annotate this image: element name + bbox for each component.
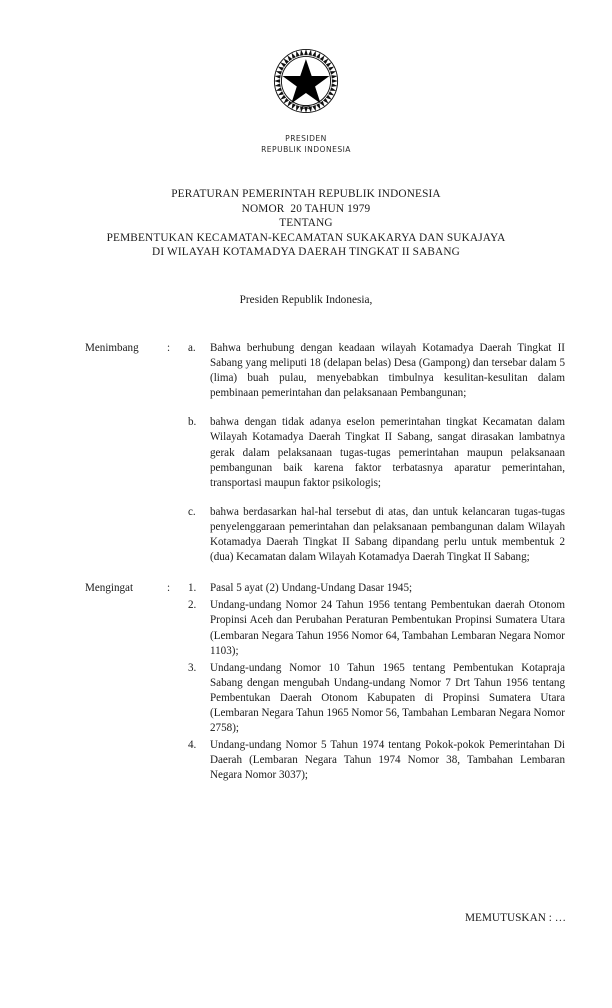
clause-row — [85, 598, 565, 658]
clause-text: Undang-undang Nomor 24 Tahun 1956 tentang Pembentukan daerah Otonom Propinsi Aceh dan Perubahan Peraturan Pembentukan Propinsi Sumatera Utara (Lembaran Negara Tahun 1956 Nomor 64, Tambahan Lembaran Negara Nomor 1103); — [210, 599, 565, 657]
emblem-block — [0, 42, 612, 155]
emblem-caption-line-2: REPUBLIK INDONESIA — [261, 144, 351, 154]
clause-row — [85, 505, 565, 565]
opening-line: Presiden Republik Indonesia, — [239, 294, 373, 306]
section-colon: : — [167, 582, 171, 595]
clause-marker: 2. — [188, 599, 197, 612]
clause-marker: 4. — [188, 739, 197, 752]
clause-text: Undang-undang Nomor 5 Tahun 1974 tentang Pokok-pokok Pemerintahan Di Daerah (Lembaran Negara Tahun 1974 Nomor 38, Tambahan Lembaran Negara Nomor 3037); — [210, 739, 565, 782]
clause-text: Bahwa berhubung dengan keadaan wilayah Kotamadya Daerah Tingkat II Sabang yang meliputi 18 (delapan belas) Desa (Gampong) dan tersebar dalam 5 (lima) buah pulau, menyebabkan timbulnya kesulitan-kesulitan dalam pembinaan pemerintahan dan pelaksanaan Pembangunan; — [210, 342, 565, 400]
section-label-mengingat: Mengingat — [85, 582, 134, 595]
title-line-tentang: TENTANG — [279, 217, 333, 230]
section-colon: : — [167, 342, 171, 354]
clause-text: bahwa berdasarkan hal-hal tersebut di atas, dan untuk kelancaran tugas-tugas penyelenggaraan pemerintahan dan pelaksanaan pembangunan dalam Wilayah Kotamadya Daerah Tingkat II Sabang dipandang perlu untuk membentuk 2 (dua) Kecamatan dalam Wilayah Kotamadya Daerah Tingkat II Sabang; — [210, 505, 565, 564]
clause-row — [85, 738, 565, 783]
section-menimbang — [85, 341, 565, 565]
section-mengingat — [85, 581, 565, 783]
emblem-caption — [0, 134, 612, 155]
emblem-caption-line-1: PRESIDEN — [285, 134, 327, 143]
clause-text: Undang-undang Nomor 10 Tahun 1965 tentang Pembentukan Kotapraja Sabang dengan mengubah Undang-undang Nomor 7 Drt Tahun 1956 tentang Pembentukan Daerah Otonom Kabupaten di Propinsi Sumatera Utara (Lembaran Negara Tahun 1965 Nomor 56, Tambahan Lembaran Negara Nomor 2758); — [210, 661, 565, 735]
section-label-menimbang: Menimbang — [85, 342, 139, 354]
footer-memutuskan: MEMUTUSKAN : … — [464, 912, 566, 924]
clause-marker: c. — [188, 505, 196, 518]
clause-row — [85, 661, 565, 736]
clause-text: bahwa dengan tidak adanya eselon pemerintahan tingkat Kecamatan dalam Wilayah Kotamadya Daerah Tingkat II Sabang, sangat dirasakan lambatnya gerak dalam pelaksanaan tugas-tugas pemerintahan maupun pelaksanaan pembangunan baik karena faktor terbatasnya aparatur pemerintahan, transportasi maupun faktor psikologis; — [210, 416, 565, 489]
document-title — [46, 187, 566, 260]
title-line-number: NOMOR 20 TAHUN 1979 — [241, 202, 371, 215]
clause-marker: 3. — [188, 661, 197, 674]
title-line-subject-1: PEMBENTUKAN KECAMATAN-KECAMATAN SUKAKARYA DAN SUKAJAYA — [106, 231, 506, 244]
clause-text: Pasal 5 ayat (2) Undang-Undang Dasar 1945; — [210, 582, 413, 595]
clauses-container — [85, 341, 565, 783]
presidential-seal-icon — [267, 42, 345, 120]
clause-marker: 1. — [188, 582, 197, 595]
clause-row — [85, 581, 565, 596]
title-line-regulation: PERATURAN PEMERINTAH REPUBLIK INDONESIA — [171, 188, 441, 200]
clause-row — [85, 341, 565, 401]
clause-marker: a. — [188, 342, 196, 354]
title-line-subject-2: DI WILAYAH KOTAMADYA DAERAH TINGKAT II SABANG — [152, 246, 460, 259]
clause-marker: b. — [188, 416, 197, 429]
clause-row — [85, 415, 565, 490]
